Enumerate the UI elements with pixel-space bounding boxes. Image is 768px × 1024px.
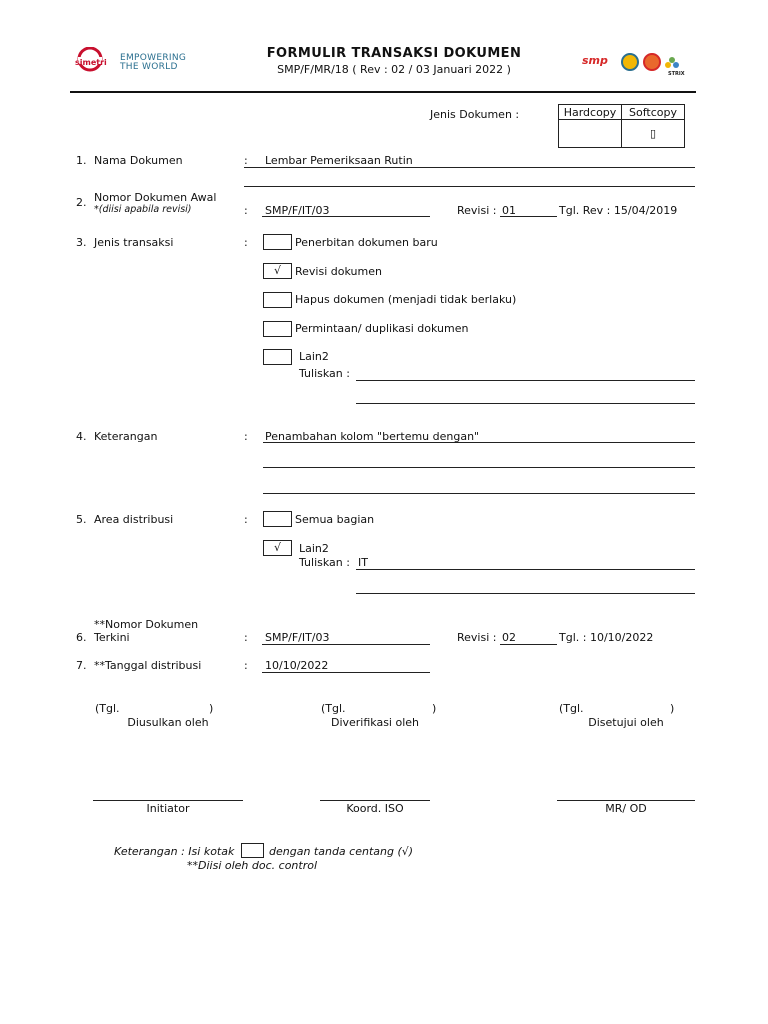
option-distribusi-lain2-label: Lain2 [299,542,329,555]
field2-note: *(diisi apabila revisi) [94,204,192,215]
form-subtitle: SMP/F/MR/18 ( Rev : 02 / 03 Januari 2022 ) [277,63,511,76]
keterangan-line1 [263,442,695,443]
field4-number: 4. [76,430,87,443]
keterangan-value[interactable]: Penambahan kolom "bertemu dengan" [265,430,480,443]
footer-note-suffix: dengan tanda centang (√) [269,845,414,858]
field6-tgl: Tgl. : 10/10/2022 [559,631,654,644]
field5-number: 5. [76,513,87,526]
sig2-signature-line[interactable] [320,800,430,801]
field6-revisi-value[interactable]: 02 [502,631,516,644]
field1-label: Nama Dokumen [94,154,183,167]
field2-label: Nomor Dokumen Awal [94,191,217,204]
footer-note-line2: **Diisi oleh doc. control [187,859,318,872]
header-divider [70,91,696,93]
field4-label: Keterangan [94,430,158,443]
field1-colon: : [244,154,248,167]
sig2-tgl-close: ) [432,702,437,715]
field6-label-line1: **Nomor Dokumen [94,618,199,631]
sig2-tgl-open: (Tgl. [321,702,346,715]
sig3-tgl-open: (Tgl. [559,702,584,715]
checkbox-revisi[interactable]: √ [263,263,292,279]
softcopy-cell[interactable]: ▯ [622,120,685,148]
sig1-name: Initiator [146,802,190,815]
sig3-tgl-close: ) [670,702,675,715]
field2-tgl-rev: Tgl. Rev : 15/04/2019 [559,204,678,217]
field6-revisi-label: Revisi : [457,631,497,644]
smp-logo [582,52,686,78]
tanggal-distribusi-line [262,672,430,673]
nama-dokumen-line [244,167,695,168]
jenis-dokumen-label: Jenis Dokumen : [430,108,520,121]
option-permintaan-label: Permintaan/ duplikasi dokumen [295,322,469,335]
checkbox-permintaan[interactable] [263,321,292,337]
distribusi-tuliskan-line [356,569,695,570]
nama-dokumen-value[interactable]: Lembar Pemeriksaan Rutin [265,154,413,167]
field6-number: 6. [76,631,87,644]
field7-colon: : [244,659,248,672]
sig2-name: Koord. ISO [346,802,404,815]
nomor-dokumen-awal-value[interactable]: SMP/F/IT/03 [265,204,330,217]
field6-label-line2: Terkini [94,631,130,644]
slogan-line2: THE WORLD [120,62,178,72]
hardcopy-header: Hardcopy [559,105,622,120]
simetri-logo-text: simetri [75,58,107,67]
option-penerbitan-label: Penerbitan dokumen baru [295,236,438,249]
tuliskan-label: Tuliskan : [299,367,350,380]
footer-sample-checkbox [241,843,264,858]
sig2-role: Diverifikasi oleh [330,716,420,729]
field3-number: 3. [76,236,87,249]
checkbox-semua-bagian[interactable] [263,511,292,527]
field1-number: 1. [76,154,87,167]
nama-dokumen-line2 [244,186,695,187]
field2-revisi-line [500,216,557,217]
tanggal-distribusi-value[interactable]: 10/10/2022 [265,659,329,672]
keterangan-line2[interactable] [263,467,695,468]
checkbox-distribusi-lain2[interactable]: √ [263,540,292,556]
field6-revisi-line [500,644,557,645]
distribusi-tuliskan-label: Tuliskan : [299,556,350,569]
field2-revisi-value[interactable]: 01 [502,204,516,217]
field3-colon: : [244,236,248,249]
field5-colon: : [244,513,248,526]
sig1-tgl-close: ) [209,702,214,715]
option-hapus-label: Hapus dokumen (menjadi tidak berlaku) [295,293,517,306]
distribusi-tuliskan-value[interactable]: IT [358,556,368,569]
field7-label: **Tanggal distribusi [94,659,202,672]
nomor-dokumen-terkini-line [262,644,430,645]
field3-label: Jenis transaksi [94,236,174,249]
option-semua-bagian-label: Semua bagian [295,513,375,526]
softcopy-header: Softcopy [622,105,685,120]
field2-number: 2. [76,196,87,209]
keterangan-line3[interactable] [263,493,695,494]
tuliskan-line[interactable] [356,380,695,381]
option-revisi-label: Revisi dokumen [295,265,382,278]
field5-label: Area distribusi [94,513,174,526]
sig3-name: MR/ OD [605,802,647,815]
tuliskan-line2[interactable] [356,403,695,404]
nomor-dokumen-awal-line [262,216,430,217]
sig3-role: Disetujui oleh [588,716,664,729]
sig1-signature-line[interactable] [93,800,243,801]
checkbox-hapus[interactable] [263,292,292,308]
field2-revisi-label: Revisi : [457,204,497,217]
field2-colon: : [244,204,248,217]
field6-colon: : [244,631,248,644]
jenis-dokumen-table [558,104,685,148]
sig1-tgl-open: (Tgl. [95,702,120,715]
smp-logo-text: smp [582,54,608,67]
sig1-role: Diusulkan oleh [127,716,209,729]
field4-colon: : [244,430,248,443]
nomor-dokumen-terkini-value[interactable]: SMP/F/IT/03 [265,631,330,644]
checkbox-lain2[interactable] [263,349,292,365]
footer-note-prefix: Keterangan : Isi kotak [114,845,235,858]
strix-label: STRIX [668,71,685,77]
slogan-line1: EMPOWERING [120,53,187,63]
hardcopy-cell[interactable] [559,120,622,148]
option-lain2-label: Lain2 [299,350,329,363]
distribusi-tuliskan-line2[interactable] [356,593,695,594]
field7-number: 7. [76,659,87,672]
form-title: FORMULIR TRANSAKSI DOKUMEN [266,46,522,61]
checkbox-penerbitan[interactable] [263,234,292,250]
sig3-signature-line[interactable] [557,800,695,801]
